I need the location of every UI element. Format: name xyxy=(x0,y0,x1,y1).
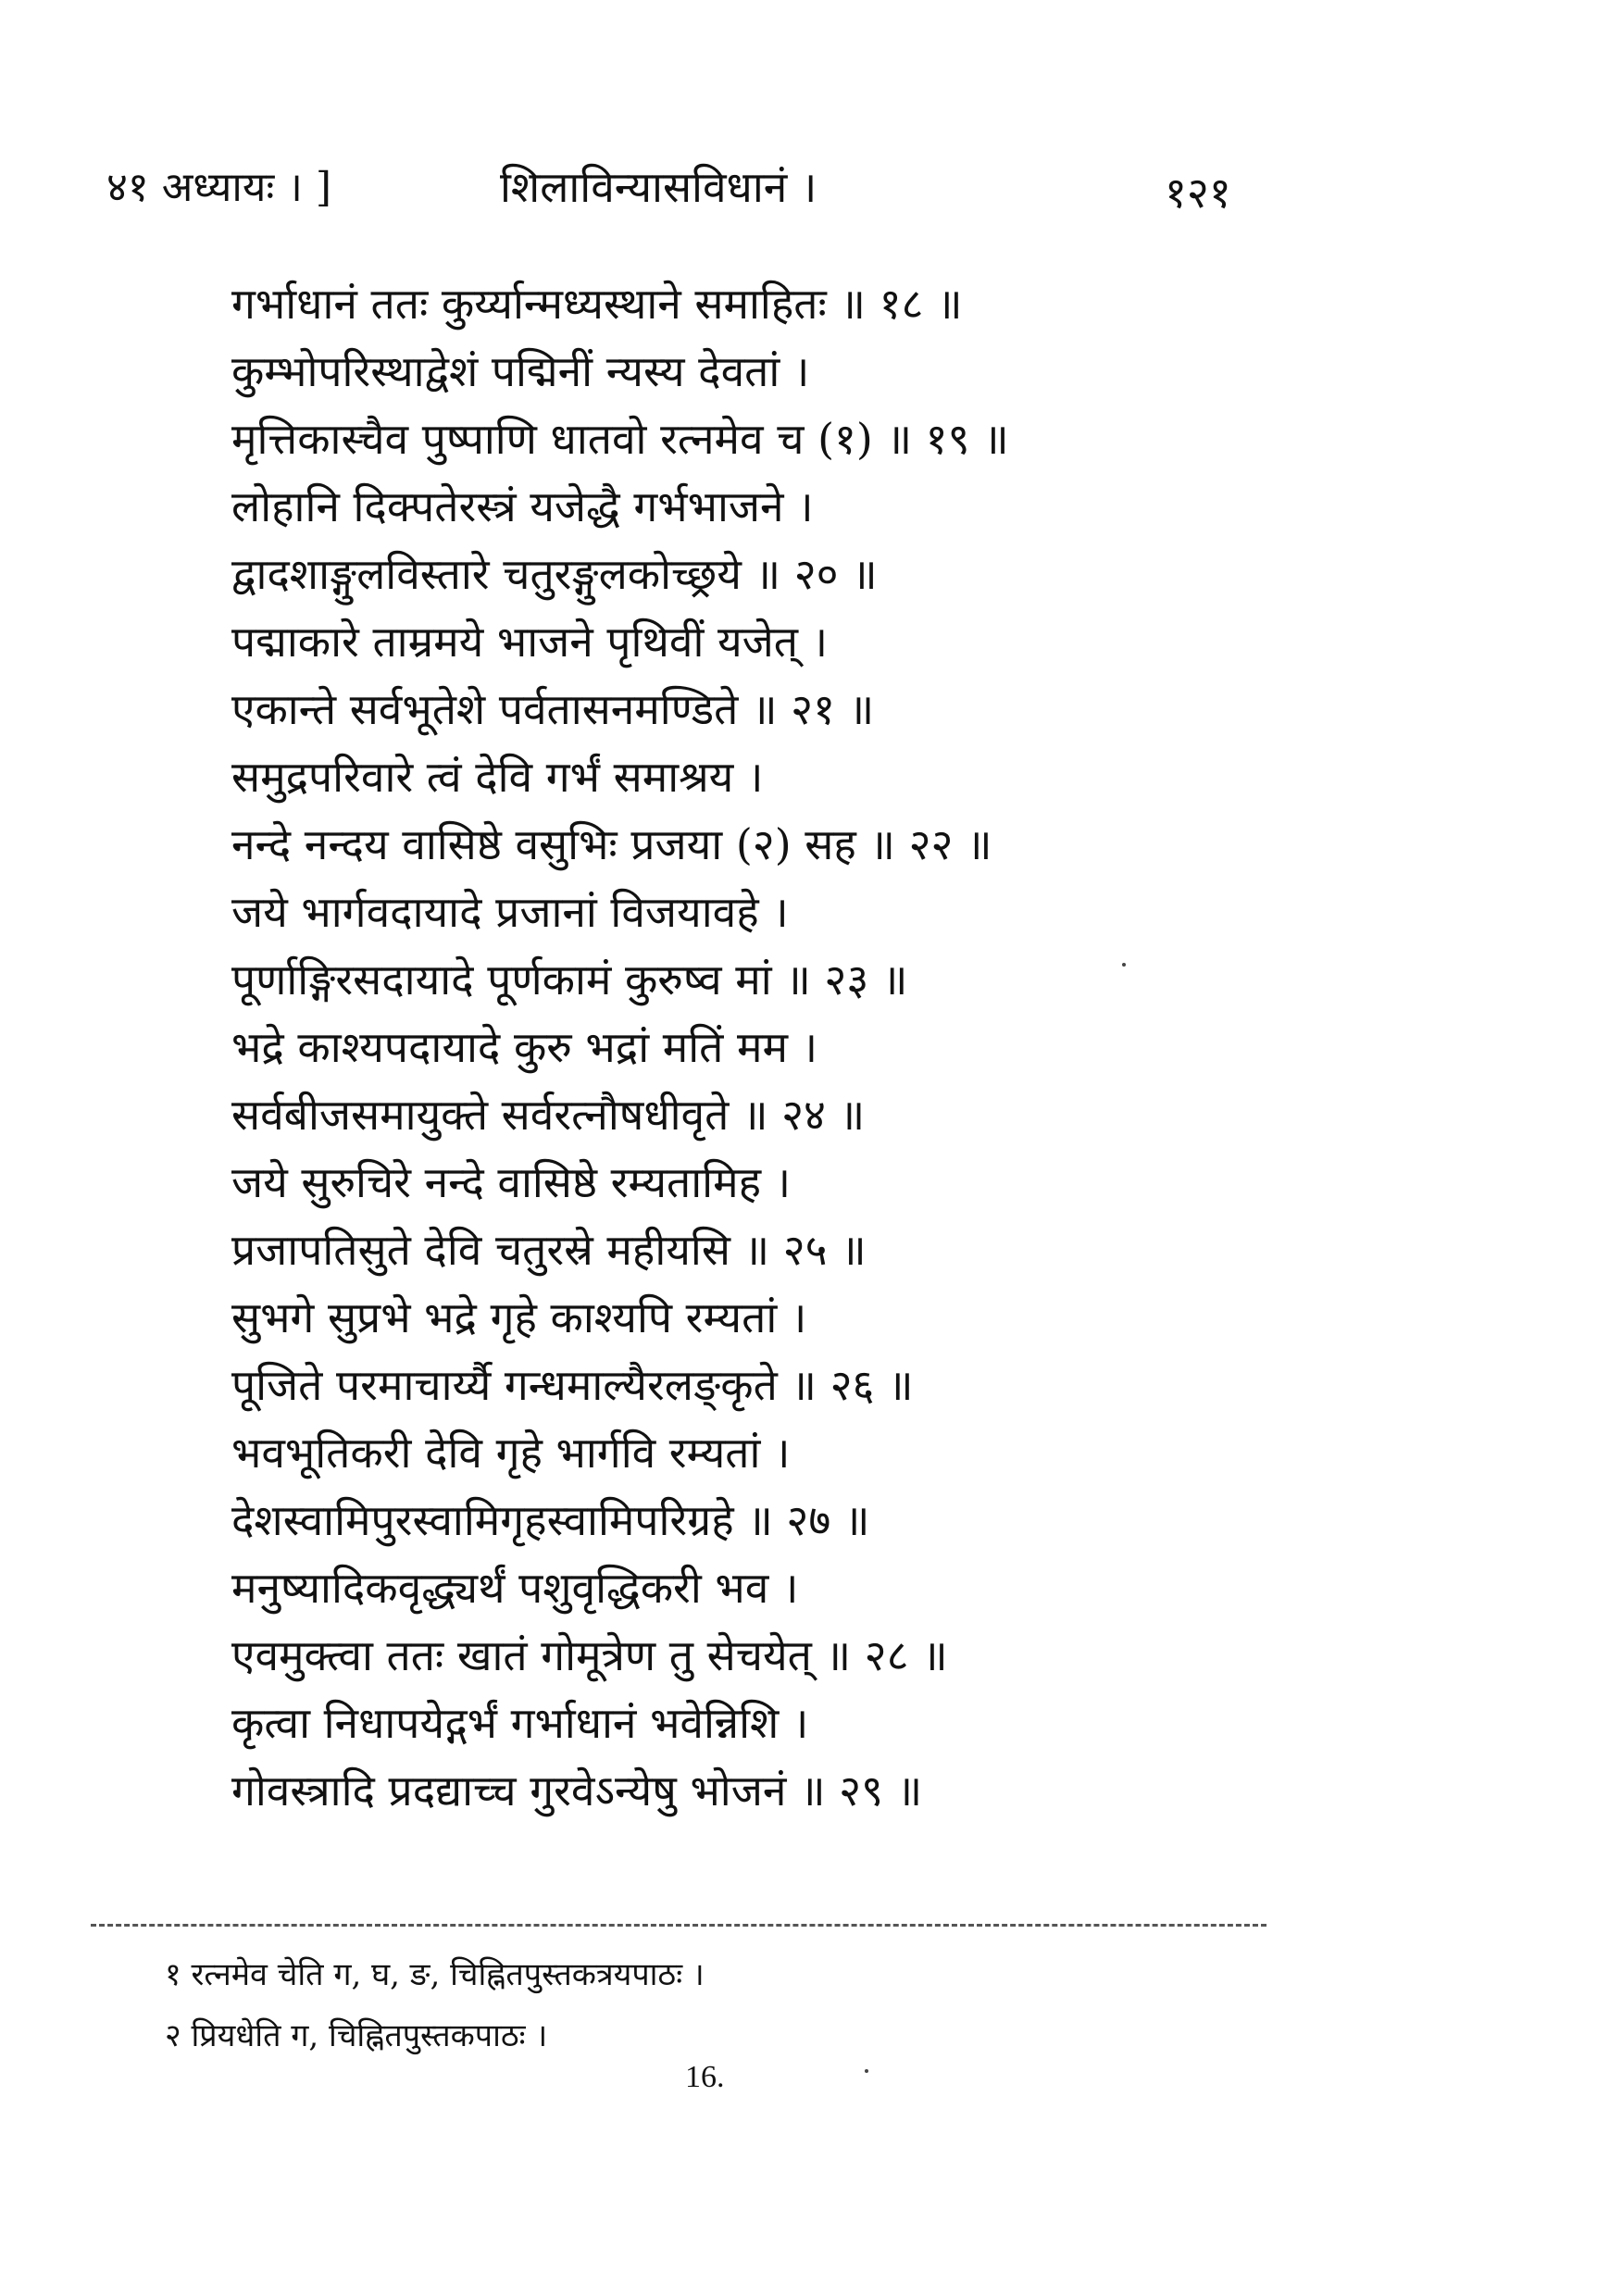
footnote: २ प्रियधेति ग, चिह्नितपुस्तकपाठः । xyxy=(165,2017,548,2054)
verse-line: गोवस्त्रादि प्रदद्याच्च गुरवेऽन्येषु भोजनं ॥ २९ ॥ xyxy=(231,1766,923,1816)
verse-line: द्वादशाङ्गुलविस्तारे चतुरङ्गुलकोच्छ्रये ॥ २० ॥ xyxy=(231,549,878,599)
verse-line: भवभूतिकरी देवि गृहे भार्गवि रम्यतां । xyxy=(231,1428,791,1478)
verse-line: पद्माकारे ताम्रमये भाजने पृथिवीं यजेत् । xyxy=(231,617,829,667)
verse-block xyxy=(231,270,1435,1825)
verse-line: एकान्ते सर्वभूतेशे पर्वतासनमण्डिते ॥ २१ ॥ xyxy=(231,684,875,734)
verse-line: कृत्वा निधापयेद्गर्भं गर्भाधानं भवेन्निशि । xyxy=(231,1698,809,1748)
page-number: १२१ xyxy=(1165,168,1231,218)
verse-line: देशस्वामिपुरस्वामिगृहस्वामिपरिग्रहे ॥ २७ ॥ xyxy=(231,1495,870,1545)
footnotes xyxy=(165,1944,1368,2066)
verse-line: पूजिते परमाचार्य्यै गन्धमाल्यैरलङ्कृते ॥ २६ ॥ xyxy=(231,1360,914,1410)
verse-line: समुद्रपरिवारे त्वं देवि गर्भं समाश्रय । xyxy=(231,752,764,802)
verse-line: एवमुक्त्वा ततः खातं गोमूत्रेण तु सेचयेत् ॥ २८ ॥ xyxy=(231,1630,948,1680)
verse-line: गर्भाधानं ततः कुर्य्यान्मध्यस्थाने समाहितः ॥ १८ ॥ xyxy=(231,279,963,329)
verse-line: नन्दे नन्दय वासिष्ठे वसुभिः प्रजया (२) सह ॥ २२ ॥ xyxy=(231,819,992,869)
verse-line: सुभगे सुप्रभे भद्रे गृहे काश्यपि रम्यतां । xyxy=(231,1292,807,1342)
chapter-header: ४१ अध्यायः । ] xyxy=(106,164,332,211)
verse-line: भद्रे काश्यपदायादे कुरु भद्रां मतिं मम । xyxy=(231,1022,818,1072)
verse-line: कुम्भोपरिस्थाद्वेशं पद्मिनीं न्यस्य देवतां । xyxy=(231,346,810,396)
verse-line: पूर्णाङ्गिरसदायादे पूर्णकामं कुरुष्व मां ॥ २३ ॥ xyxy=(231,955,908,1004)
footnote-divider xyxy=(91,1924,1266,1927)
footnote: १ रत्नमेव चेति ग, घ, ङ, चिह्नितपुस्तकत्रयपाठः । xyxy=(165,1956,705,1993)
verse-line: प्रजापतिसुते देवि चतुरस्रे महीयसि ॥ २५ ॥ xyxy=(231,1225,867,1275)
verse-line: जये सुरुचिरे नन्दे वासिष्ठे रम्यतामिह । xyxy=(231,1157,792,1207)
verse-line: सर्वबीजसमायुक्ते सर्वरत्नौषधीवृते ॥ २४ ॥ xyxy=(231,1090,866,1140)
stray-dot xyxy=(1122,963,1126,967)
verse-line: जये भार्गवदायादे प्रजानां विजयावहे । xyxy=(231,887,789,937)
verse-line: मृत्तिकास्चैव पुष्पाणि धातवो रत्नमेव च (१) ॥ १९ ॥ xyxy=(231,414,1009,464)
section-title: शिलाविन्यासविधानं । xyxy=(500,162,817,212)
signature-mark: 16. xyxy=(685,2060,725,2094)
stray-dot xyxy=(865,2069,868,2073)
verse-line: मनुष्यादिकवृद्ध्यर्थं पशुवृद्धिकरी भव । xyxy=(231,1563,799,1613)
verse-line: लोहानि दिक्पतेरस्त्रं यजेद्धै गर्भभाजने । xyxy=(231,481,814,531)
